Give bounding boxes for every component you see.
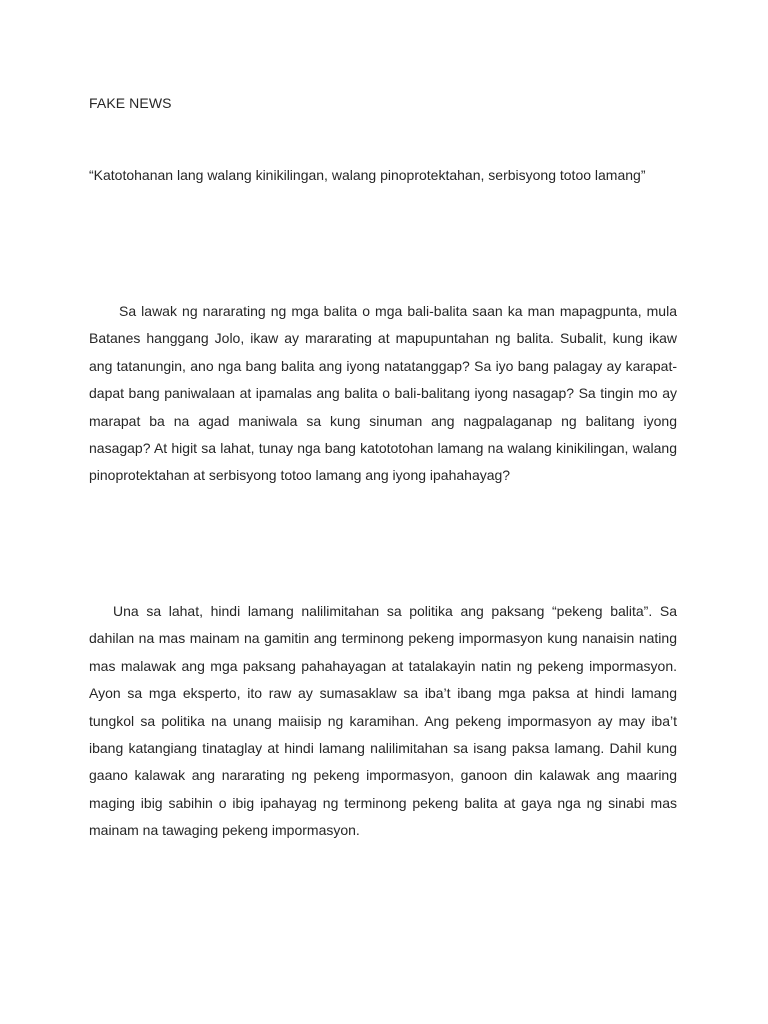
paragraph-1: Sa lawak ng nararating ng mga balita o mga bali-balita saan ka man mapagpunta, mula Batanes hanggang Jolo, ikaw ay mararating at mapupuntahan ng balita. Subalit, kung ikaw ang tatanungin, ano nga bang balita ang iyong natatanggap? Sa iyo bang palagay ay karapat-dapat bang paniwalaan at ipamalas ang balita o bali-balitang iyong nasagap? Sa tingin mo ay marapat ba na agad maniwala sa kung sinuman ang nagpalaganap ng balitang iyong nasagap? At higit sa lahat, tunay nga bang katototohan lamang na walang kinikilingan, walang pinoprotektahan at serbisyong totoo lamang ang iyong ipahahayag? bbox=[89, 303, 677, 484]
paragraph-2: Una sa lahat, hindi lamang nalilimitahan sa politika ang paksang “pekeng balita”. Sa dahilan na mas mainam na gamitin ang terminong pekeng impormasyon kung nanaisin nating mas malawak ang mga paksang pahahayagan at tatalakayin natin ng pekeng impormasyon. Ayon sa mga eksperto, ito raw ay sumasaklaw sa iba’t ibang mga paksa at hindi lamang tungkol sa politika na unang maiisip ng karamihan. Ang pekeng impormasyon ay may iba’t ibang katangiang tinataglay at hindi lamang nalilimitahan sa isang paksa lamang. Dahil kung gaano kalawak ang nararating ng pekeng impormasyon, ganoon din kalawak ang maaring maging ibig sabihin o ibig ipahayag ng terminong pekeng balita at gaya nga ng sinabi mas mainam na tawaging pekeng impormasyon. bbox=[89, 603, 677, 839]
opening-quote: “Katotohanan lang walang kinikilingan, walang pinoprotektahan, serbisyong totoo lamang” bbox=[89, 167, 646, 183]
document-title: FAKE NEWS bbox=[89, 95, 172, 111]
